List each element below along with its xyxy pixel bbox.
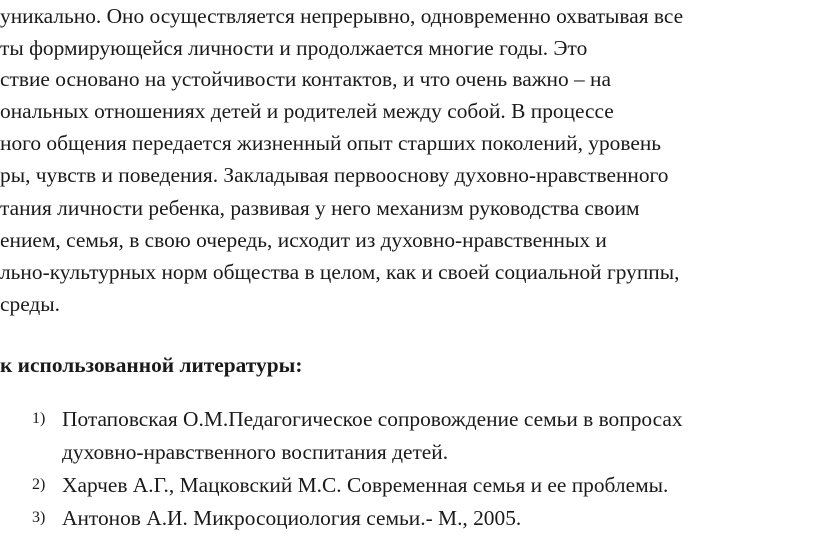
reference-text: Харчев А.Г., Мацковский М.С. Современная семья и ее проблемы. [62,473,669,497]
reference-number: 2) [32,476,46,493]
reference-text: Антонов А.И. Микросоциология семьи.- М., 2005. [62,506,522,530]
paragraph-line: льно-культурных норм общества в целом, как и своей социальной группы, [0,260,680,284]
reference-text: духовно-нравственного воспитания детей. [62,440,449,464]
paragraph-line: тания личности ребенка, развивая у него механизм руководства своим [0,196,640,220]
paragraph-line: ональных отношениях детей и родителей между собой. В процессе [0,99,614,123]
paragraph-line: уникально. Оно осуществляется непрерывно, одновременно охватывая все [0,4,684,28]
paragraph-line: ением, семья, в свою очередь, исходит из духовно-нравственных и [0,228,607,252]
reference-number: 1) [32,410,46,427]
paragraph-line: ты формирующейся личности и продолжается многие годы. Это [0,36,588,60]
reference-text: Потаповская О.М.Педагогическое сопровождение семьи в вопросах [62,407,683,431]
paragraph-line: ствие основано на устойчивости контактов, и что очень важно – на [0,67,612,91]
paragraph-line: ры, чувств и поведения. Закладывая первооснову духовно-нравственного [0,163,669,187]
paragraph-line: среды. [0,292,61,316]
reference-number: 3) [32,509,46,526]
paragraph-line: ного общения передается жизненный опыт старших поколений, уровень [0,131,662,155]
references-heading: к использованной литературы: [0,353,303,377]
